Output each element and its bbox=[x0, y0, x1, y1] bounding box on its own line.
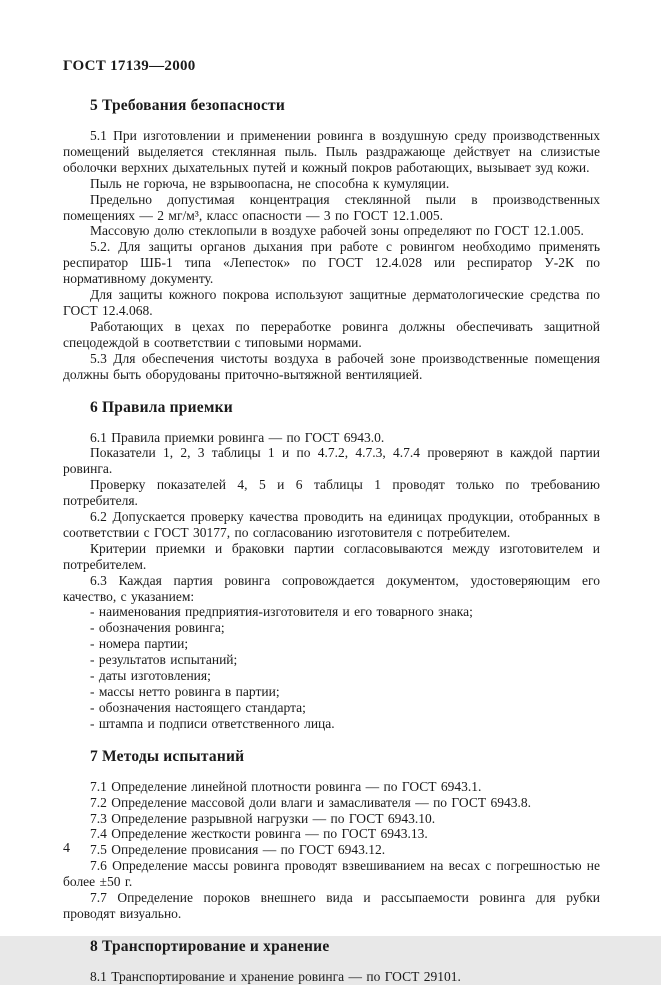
paragraph: 8.1 Транспортирование и хранение ровинга — по ГОСТ 29101. bbox=[90, 968, 461, 984]
paragraph: 7.3 Определение разрывной нагрузки — по ГОСТ 6943.10. bbox=[90, 810, 436, 826]
section-heading: 7 Методы испытаний bbox=[90, 747, 245, 765]
paragraph: Критерии приемки и браковки партии согласовываются между изготовителем и потребителем. bbox=[63, 540, 600, 572]
paragraph: 7.6 Определение массы ровинга проводят взвешиванием на весах с погрешностью не более ±50 г. bbox=[63, 858, 600, 890]
paragraph: Массовую долю стеклопыли в воздухе рабочей зоны определяют по ГОСТ 12.1.005. bbox=[90, 223, 584, 239]
paragraph: - обозначения ровинга; bbox=[90, 620, 225, 636]
paragraph: 6.1 Правила приемки ровинга — по ГОСТ 6943.0. bbox=[90, 429, 385, 445]
paragraph: 7.1 Определение линейной плотности ровинга — по ГОСТ 6943.1. bbox=[90, 778, 482, 794]
paragraph: - номера партии; bbox=[90, 636, 189, 652]
paragraph: 5.2. Для защиты органов дыхания при работе с ровингом необходимо применять респиратор ШБ-1 типа «Лепесток» по ГОСТ 12.4.028 или респиратор У-2К по нормативному документу. bbox=[63, 239, 600, 287]
paragraph: Предельно допустимая концентрация стеклянной пыли в производственных помещениях — 2 мг/м³, класс опасности — 3 по ГОСТ 12.1.005. bbox=[63, 191, 600, 223]
section-heading: 8 Транспортирование и хранение bbox=[90, 937, 330, 955]
paragraph: - даты изготовления; bbox=[90, 668, 211, 684]
paragraph: 6.3 Каждая партия ровинга сопровождается документом, удостоверяющим его качество, с указанием: bbox=[63, 572, 600, 604]
section-heading: 5 Требования безопасности bbox=[90, 97, 286, 114]
paragraph: 7.2 Определение массовой доли влаги и замасливателя — по ГОСТ 6943.8. bbox=[90, 794, 531, 810]
paragraph: 7.5 Определение провисания — по ГОСТ 6943.12. bbox=[90, 842, 386, 858]
paragraph: Работающих в цехах по переработке ровинга должны обеспечивать защитной спецодеждой в соответствии с типовыми нормами. bbox=[63, 318, 600, 350]
paragraph: Показатели 1, 2, 3 таблицы 1 и по 4.7.2, 4.7.3, 4.7.4 проверяют в каждой партии ровинга. bbox=[63, 445, 600, 477]
page-number: 4 bbox=[63, 841, 70, 856]
paragraph: 7.4 Определение жесткости ровинга — по ГОСТ 6943.13. bbox=[90, 826, 428, 842]
paragraph: - наименования предприятия-изготовителя и его товарного знака; bbox=[90, 604, 473, 620]
paragraph: 7.7 Определение пороков внешнего вида и рассыпаемости ровинга для рубки проводят визуально. bbox=[63, 890, 600, 921]
document-content bbox=[63, 58, 600, 985]
paragraph: - массы нетто ровинга в партии; bbox=[90, 684, 280, 699]
section-heading: 6 Правила приемки bbox=[90, 398, 233, 416]
paragraph: 5.1 При изготовлении и применении ровинга в воздушную среду производственных помещений выделяется стеклянная пыль. Пыль раздражающе действует на слизистые оболочки верхних дыхательных путей и кожный покров работающих, вызывает зуд кожи. bbox=[63, 128, 600, 175]
paragraph: - штампа и подписи ответственного лица. bbox=[90, 715, 335, 731]
paragraph: Для защиты кожного покрова используют защитные дерматологические средства по ГОСТ 12.4.068. bbox=[63, 287, 600, 318]
document-body bbox=[63, 97, 600, 985]
paragraph: - результатов испытаний; bbox=[90, 652, 238, 668]
paragraph: Проверку показателей 4, 5 и 6 таблицы 1 проводят только по требованию потребителя. bbox=[63, 477, 600, 509]
paragraph: 5.3 Для обеспечения чистоты воздуха в рабочей зоне производственные помещения должны быть оборудованы приточно-вытяжной вентиляцией. bbox=[63, 350, 600, 382]
paragraph: Пыль не горюча, не взрывоопасна, не способна к кумуляции. bbox=[90, 175, 450, 191]
paragraph: 6.2 Допускается проверку качества проводить на единицах продукции, отобранных в соответствии с ГОСТ 30177, по согласованию изготовителя с потребителем. bbox=[63, 509, 600, 540]
paragraph: - обозначения настоящего стандарта; bbox=[90, 699, 306, 715]
document-header: ГОСТ 17139—2000 bbox=[63, 58, 196, 74]
